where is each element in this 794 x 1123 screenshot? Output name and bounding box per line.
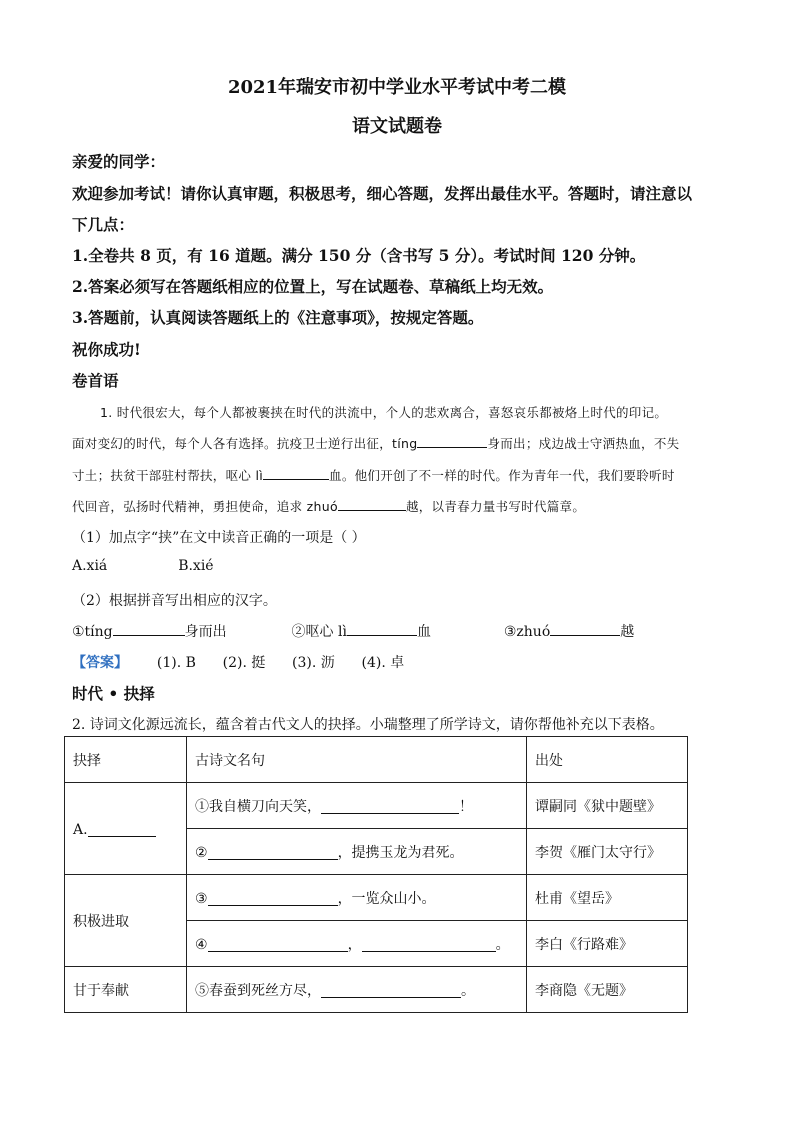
question-1-2-items [72, 621, 634, 641]
good-luck: 祝你成功! [72, 340, 141, 359]
option-b: B.xié [178, 558, 214, 574]
table-header-cell: 古诗文名句 [187, 737, 527, 783]
answer-text: (1). B (2). 挺 (3). 沥 (4). 卓 [156, 655, 405, 671]
rule-1: 1.全卷共 8 页，有 16 道题。满分 150 分（含书写 5 分）。考试时间 120 分钟。 [72, 246, 646, 265]
pinyin-item-1: ①tíng 身而出 [72, 624, 227, 640]
answer-blank [88, 820, 156, 837]
source-cell: 李白《行路难》 [527, 921, 688, 967]
source-cell: 李商隐《无题》 [527, 967, 688, 1013]
table-row [65, 783, 688, 829]
verse-cell: ⑤春蚕到死丝方尽， 。 [187, 967, 527, 1013]
answer-blank [417, 435, 487, 449]
answer-blank [208, 935, 348, 952]
table-header-cell: 出处 [527, 737, 688, 783]
pinyin-item-3: ③zhuó 越 [504, 624, 634, 640]
choice-cell-b: 积极进取 [65, 875, 187, 967]
answer-blank [550, 621, 620, 636]
question-1-1: （1）加点字“挟”在文中读音正确的一项是（ ） [72, 530, 366, 546]
answer-tag: 【答案】 [72, 655, 128, 671]
source-cell: 李贺《雁门太守行》 [527, 829, 688, 875]
table-header-cell: 抉择 [65, 737, 187, 783]
passage-line-2-b: 身而出；戍边战士守洒热血，不失 [487, 436, 680, 451]
verse-cell: ③ ，一览众山小。 [187, 875, 527, 921]
answer-blank [347, 621, 417, 636]
rule-3: 3.答题前，认真阅读答题纸上的《注意事项》，按规定答题。 [72, 308, 484, 327]
answer-blank [321, 981, 461, 998]
section-heading-era-choice: 时代 • 抉择 [72, 684, 155, 703]
choice-cell-a: A. [65, 783, 187, 875]
verse-cell: ④ ， 。 [187, 921, 527, 967]
passage-line-4-a: 代回音，弘扬时代精神，勇担使命，追求 zhuó [72, 499, 338, 514]
passage-line-3 [72, 466, 675, 484]
answer-blank [362, 935, 496, 952]
source-cell: 杜甫《望岳》 [527, 875, 688, 921]
passage-line-2-a: 面对变幻的时代，每个人各有选择。抗疫卫士逆行出征，tíng [72, 436, 418, 451]
passage-line-2 [72, 434, 679, 452]
answer-blank [263, 467, 329, 481]
option-a: A.xiá [72, 558, 108, 574]
rule-2: 2.答案必须写在答题纸相应的位置上，写在试题卷、草稿纸上均无效。 [72, 277, 554, 296]
question-2-intro: 2. 诗词文化源远流长，蕴含着古代文人的抉择。小瑞整理了所学诗文，请你帮他补充以下表格。 [72, 717, 664, 733]
passage-line-1: 1. 时代很宏大，每个人都被裹挟在时代的洪流中，个人的悲欢离合，喜怒哀乐都被烙上时代的印记。 [100, 405, 668, 420]
answer-blank [113, 621, 185, 636]
verse-cell: ①我自横刀向天笑， ！ [187, 783, 527, 829]
choice-cell-c: 甘于奉献 [65, 967, 187, 1013]
passage-line-3-b: 血。他们开创了不一样的时代。作为青年一代，我们要聆听时 [329, 468, 675, 483]
answer-line [72, 652, 404, 672]
answer-blank [208, 889, 338, 906]
greeting: 亲爱的同学： [72, 152, 166, 171]
exam-subtitle: 语文试题卷 [352, 116, 442, 137]
source-cell: 谭嗣同《狱中题壁》 [527, 783, 688, 829]
table-row [65, 967, 688, 1013]
verse-cell: ② ，提携玉龙为君死。 [187, 829, 527, 875]
passage-line-4 [72, 497, 585, 515]
table-header-row [65, 737, 688, 783]
table-row [65, 875, 688, 921]
welcome-text: 欢迎参加考试！请你认真审题，积极思考，细心答题，发挥出最佳水平。答题时，请注意以 [72, 184, 693, 203]
answer-blank [338, 498, 406, 512]
passage-line-4-b: 越，以青春力量书写时代篇章。 [405, 499, 586, 514]
question-1-1-options [72, 558, 214, 574]
answer-blank [208, 843, 338, 860]
poetry-table [64, 736, 688, 1013]
section-heading-preface: 卷首语 [72, 371, 119, 390]
pinyin-item-2: ②呕心 lì 血 [292, 624, 431, 640]
passage-line-3-a: 寸土；扶贫干部驻村帮扶，呕心 lì [72, 468, 264, 483]
exam-title: 2021年瑞安市初中学业水平考试中考二模 [227, 77, 567, 98]
question-1-2: （2）根据拼音写出相应的汉字。 [72, 593, 277, 609]
answer-blank [321, 797, 459, 814]
welcome-text-cont: 下几点： [72, 215, 135, 234]
